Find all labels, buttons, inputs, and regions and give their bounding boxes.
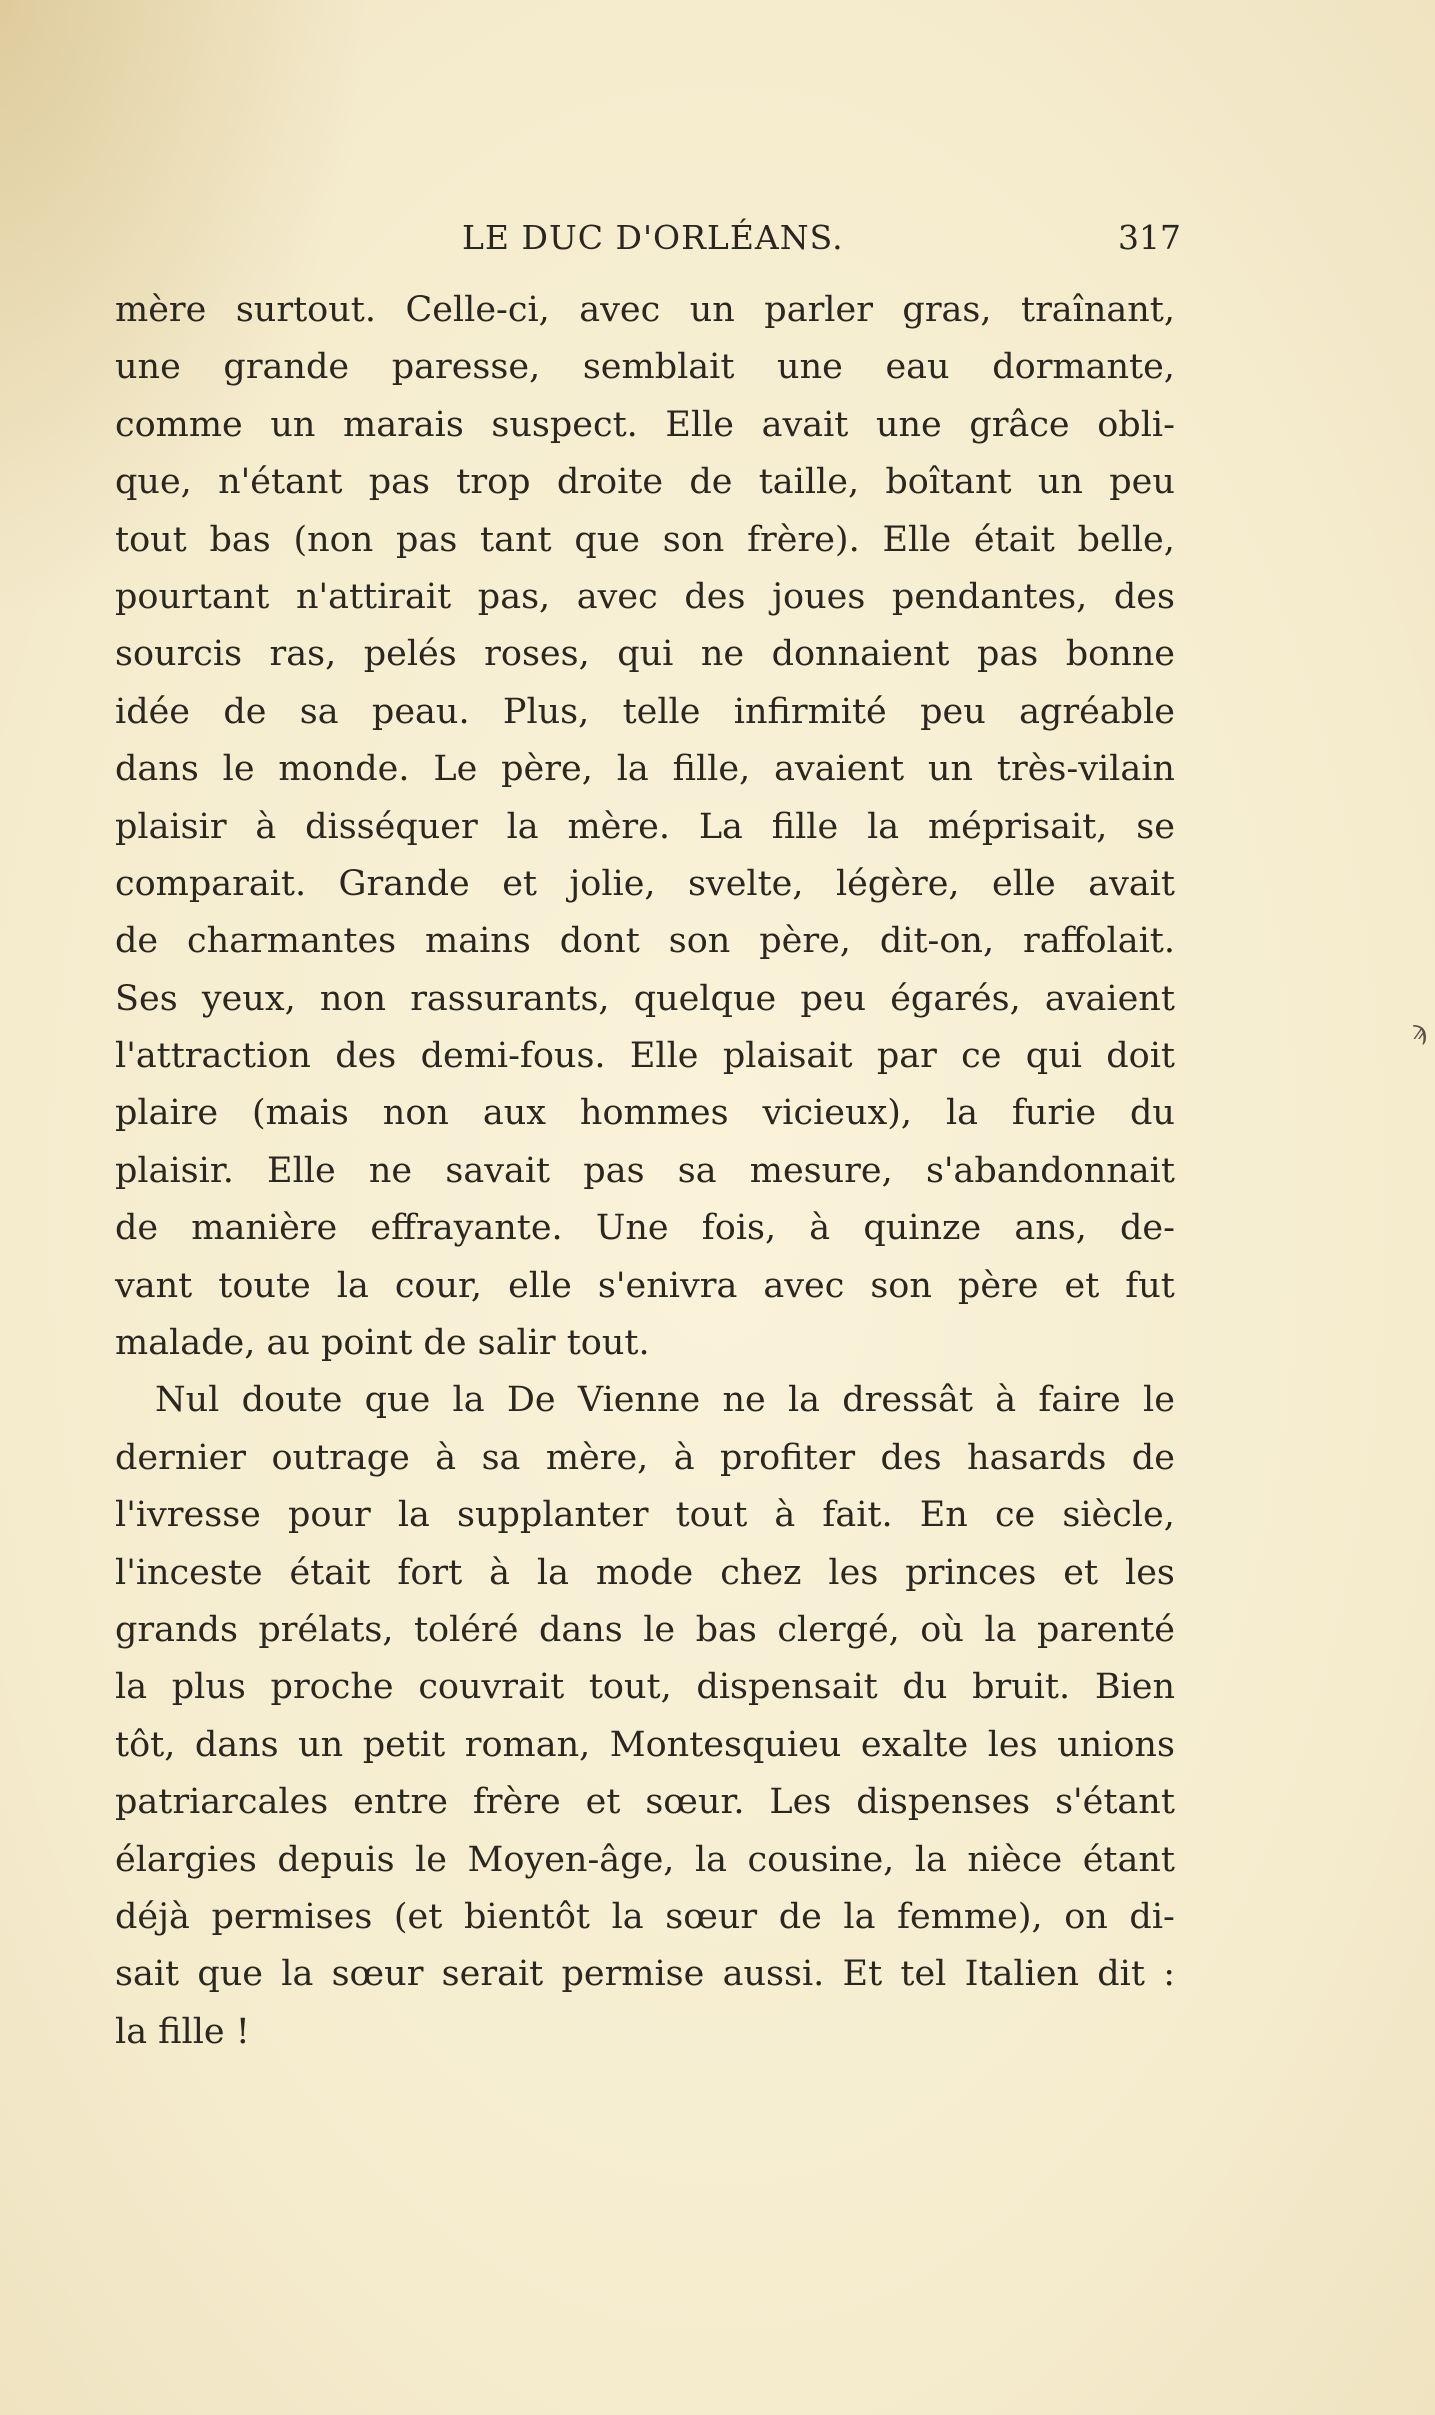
text-line: que, n'étant pas trop droite de taille, boîtant un peu bbox=[115, 462, 1175, 503]
text-line: plaisir à disséquer la mère. La fille la méprisait, se bbox=[115, 806, 1175, 847]
running-title: LE DUC D'ORLÉANS. bbox=[462, 218, 844, 257]
text-line: sourcis ras, pelés roses, qui ne donnaient pas bonne bbox=[115, 634, 1175, 675]
text-line: la plus proche couvrait tout, dispensait du bruit. Bien bbox=[115, 1667, 1175, 1708]
text-line: l'inceste était fort à la mode chez les princes et les bbox=[115, 1552, 1175, 1593]
text-line: Nul doute que la De Vienne ne la dressât à faire le bbox=[155, 1380, 1175, 1421]
text-line: dans le monde. Le père, la fille, avaient un très-vilain bbox=[115, 749, 1175, 790]
text-line: déjà permises (et bientôt la sœur de la femme), on di- bbox=[115, 1896, 1175, 1937]
page-header bbox=[0, 208, 1435, 268]
text-line: vant toute la cour, elle s'enivra avec son père et fut bbox=[115, 1265, 1175, 1306]
text-line: pourtant n'attirait pas, avec des joues pendantes, des bbox=[115, 576, 1175, 617]
text-line: l'ivresse pour la supplanter tout à fait. En ce siècle, bbox=[115, 1495, 1175, 1536]
text-line: une grande paresse, semblait une eau dormante, bbox=[115, 347, 1175, 388]
text-line: dernier outrage à sa mère, à profiter des hasards de bbox=[115, 1437, 1175, 1478]
text-line: mère surtout. Celle-ci, avec un parler gras, traînant, bbox=[115, 290, 1175, 330]
text-line: élargies depuis le Moyen-âge, la cousine, la nièce étant bbox=[115, 1839, 1175, 1880]
text-line: de manière effrayante. Une fois, à quinze ans, de- bbox=[115, 1208, 1175, 1249]
text-line: de charmantes mains dont son père, dit-on, raffolait. bbox=[115, 921, 1175, 962]
text-line: comparait. Grande et jolie, svelte, légère, elle avait bbox=[115, 863, 1175, 904]
text-line: Ses yeux, non rassurants, quelque peu égarés, avaient bbox=[115, 978, 1175, 1019]
text-line: patriarcales entre frère et sœur. Les dispenses s'étant bbox=[115, 1782, 1175, 1823]
text-line: plaire (mais non aux hommes vicieux), la furie du bbox=[115, 1093, 1175, 1134]
text-line: la fille ! bbox=[115, 2011, 250, 2052]
body-text bbox=[115, 282, 1175, 2061]
text-line: grands prélats, toléré dans le bas clergé, où la parenté bbox=[115, 1609, 1175, 1650]
text-line: plaisir. Elle ne savait pas sa mesure, s'abandonnait bbox=[115, 1150, 1175, 1191]
text-line: malade, au point de salir tout. bbox=[115, 1323, 650, 1364]
text-line: tout bas (non pas tant que son frère). Elle était belle, bbox=[115, 519, 1175, 560]
page-number: 317 bbox=[1118, 218, 1181, 257]
text-line: sait que la sœur serait permise aussi. Et tel Italien dit : bbox=[115, 1954, 1175, 1995]
text-line: tôt, dans un petit roman, Montesquieu exalte les unions bbox=[115, 1724, 1175, 1765]
margin-mark: ϡ bbox=[1412, 1016, 1427, 1046]
text-line: idée de sa peau. Plus, telle infirmité peu agréable bbox=[115, 691, 1175, 732]
text-line: l'attraction des demi-fous. Elle plaisait par ce qui doit bbox=[115, 1036, 1175, 1077]
text-line: comme un marais suspect. Elle avait une grâce obli- bbox=[115, 404, 1175, 445]
